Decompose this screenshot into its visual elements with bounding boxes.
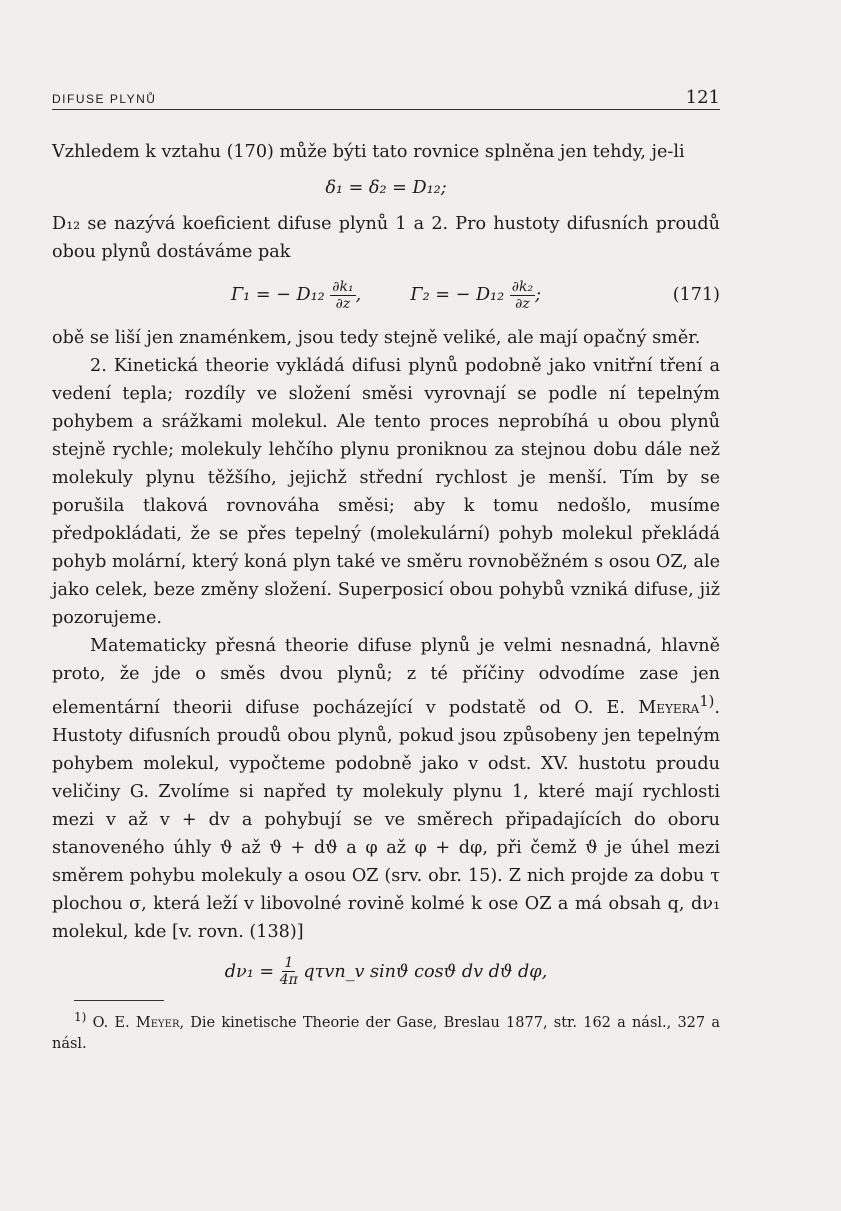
footnote-text-a: O. E. (86, 1014, 136, 1031)
header-rule (52, 109, 720, 110)
dnu-numerator: 1 (284, 955, 294, 972)
gamma2-separator: ; (535, 285, 542, 305)
gamma1-separator: , (355, 285, 362, 305)
footnote-reference: 1) (699, 693, 715, 710)
dnu-fraction (280, 955, 298, 988)
paragraph-5-part-b: . Hustoty difusních proudů obou plynů, pokud jsou způsobeny jen tepelným pohybem molekul, vypočteme podobně jako v odst. XV. hustotu proudu veličiny G. Zvolíme si napřed ty molekuly plynu 1, které mají rychlosti mezi v až v + dv a pohybují se ve směrech připadajících do oboru stanoveného úhly ϑ až ϑ + dϑ a φ až φ + dφ, při čemž ϑ je úhel mezi směrem pohybu molekuly a osou OZ (srv. obr. 15). Z nich projde za dobu τ plochou σ, která leží v libovolné rovině kolmé k ose OZ a má obsah q, dν₁ molekul, kde [v. rovn. (138)] (52, 697, 720, 942)
paragraph-5-part-a: Matematicky přesná theorie difuse plynů je velmi nesnadná, hlavně proto, že jde o směs dvou plynů; z té příčiny odvodíme zase jen elementární theorii difuse pocházející v podstatě od O. E. (52, 636, 720, 718)
paragraph-4: 2. Kinetická theorie vykládá difusi plynů podobně jako vnitřní tření a vedení tepla; rozdíly ve složení směsi vyrovnají se podle ní tepelným pohybem a srážkami molekul. Ale tento proces neprobíhá u obou plynů stejně rychle; molekuly lehčího plynu proniknou za stejnou dobu dále než molekuly plynu těžšího, jejichž střední rychlost je menší. Tím by se porušila tlaková rovnováha směsi; aby k tomu nedošlo, musíme předpokládati, že se přes tepelný (molekulární) pohyb molekul překládá pohyb molární, který koná plyn také ve směru rovnoběžném s osou OZ, ale jako celek, beze změny složení. Superposicí obou pohybů vzniká difuse, již pozorujeme. (52, 356, 720, 628)
gamma2-numerator: ∂k₂ (511, 278, 534, 295)
equation-dnu (52, 946, 720, 998)
running-title: DIFUSE PLYNŮ (52, 92, 157, 106)
dnu-denominator: 4π (279, 972, 298, 989)
author-name-meyera: Meyera (638, 697, 700, 718)
paragraph-3: obě se liší jen znaménkem, jsou tedy stejně veliké, ale mají opačný směr. (52, 328, 701, 348)
dnu-rhs: qτvn_v sinϑ cosϑ dv dϑ dφ, (303, 961, 548, 982)
footnote-text-b: , Die kinetische Theorie der Gase, Breslau 1877, str. 162 a násl., 327 a násl. (52, 1014, 720, 1052)
equation-171 (52, 266, 720, 324)
gamma1-fraction (330, 279, 355, 312)
gamma1-denominator: ∂z (335, 295, 351, 312)
page-number: 121 (685, 87, 720, 108)
footnote-mark: 1) (74, 1009, 87, 1024)
paragraph-2: D₁₂ se nazývá koeficient difuse plynů 1 a 2. Pro hustoty difusních proudů obou plynů dostáváme pak (52, 214, 720, 262)
paragraph-1: Vzhledem k vztahu (170) může býti tato rovnice splněna jen tehdy, je-li (52, 142, 685, 162)
footnote-author: Meyer (135, 1014, 180, 1031)
page-header (52, 86, 720, 110)
paragraph-5 (52, 632, 720, 946)
footnote (52, 1007, 720, 1055)
dnu-lhs: dν₁ = (224, 961, 280, 982)
equation-delta: δ₁ = δ₂ = D₁₂; (325, 178, 447, 198)
gamma1-lhs: Γ₁ = − D₁₂ (230, 285, 325, 305)
gamma1-numerator: ∂k₁ (332, 278, 354, 295)
footnote-rule (74, 1000, 164, 1001)
gamma2-lhs: Γ₂ = − D₁₂ (410, 285, 505, 305)
page-body (52, 138, 720, 1055)
equation-number-171: (171) (672, 285, 720, 305)
gamma2-fraction (510, 279, 535, 312)
gamma2-denominator: ∂z (515, 295, 530, 312)
